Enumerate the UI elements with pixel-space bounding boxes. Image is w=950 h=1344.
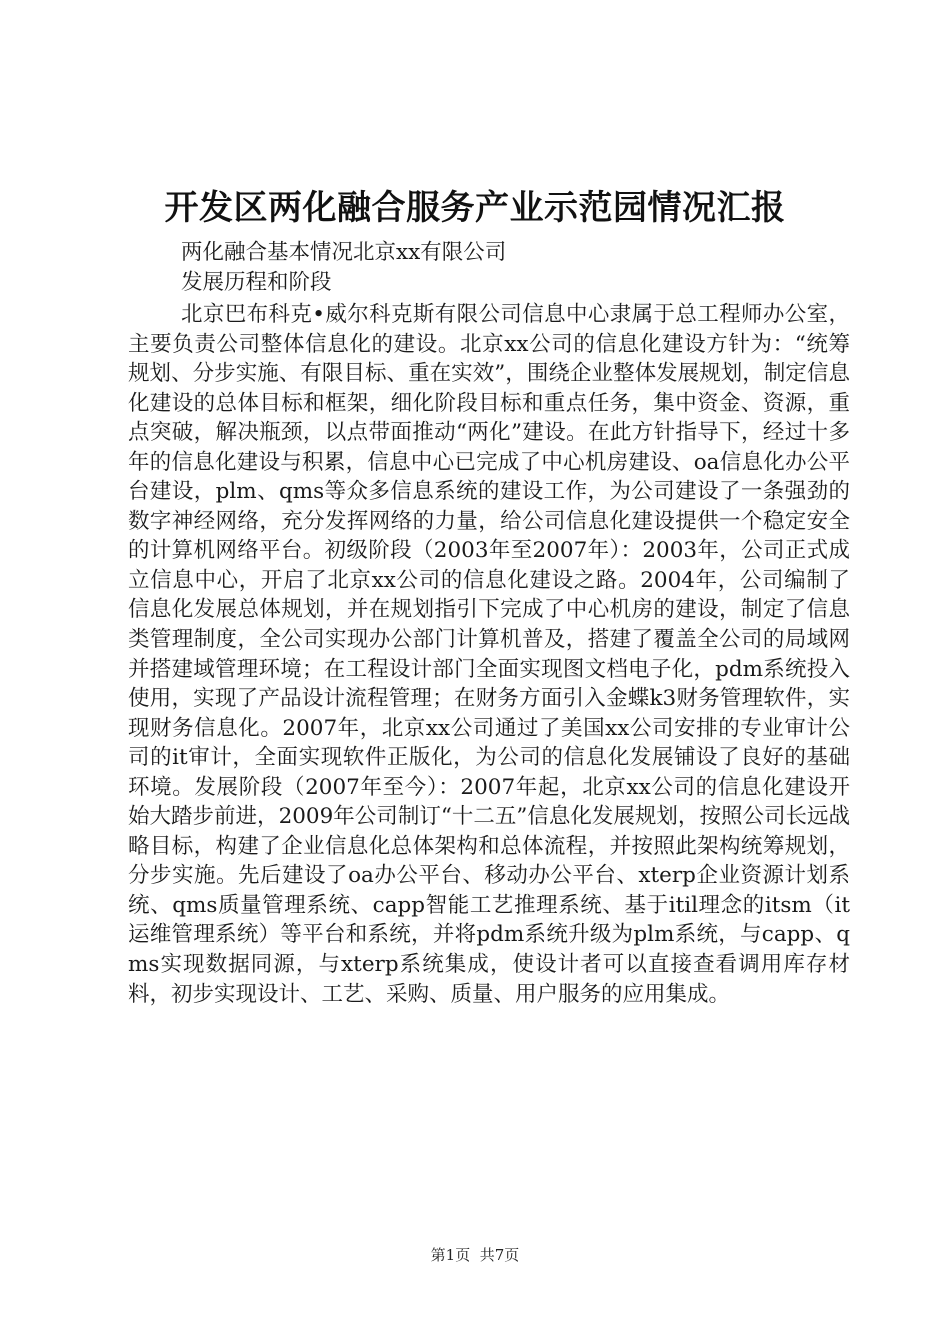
body-paragraph: 北京巴布科克•威尔科克斯有限公司信息中心隶属于总工程师办公室，主要负责公司整体信息化的建设。北京xx公司的信息化建设方针为：“统筹规划、分步实施、有限目标、重在实效”，围绕企业整体发展规划，制定信息化建设的总体目标和框架，细化阶段目标和重点任务，集中资金、资源，重点突破，解决瓶颈，以点带面推动“两化”建设。在此方针指导下，经过十多年的信息化建设与积累，信息中心已完成了中心机房建设、oa信息化办公平台建设，plm、qms等众多信息系统的建设工作，为公司建设了一条强劲的数字神经网络，充分发挥网络的力量，给公司信息化建设提供一个稳定安全的计算机网络平台。初级阶段（2003年至2007年）：2003年，公司正式成立信息中心，开启了北京xx公司的信息化建设之路。2004年，公司编制了信息化发展总体规划，并在规划指引下完成了中心机房的建设，制定了信息类管理制度，全公司实现办公部门计算机普及，搭建了覆盖全公司的局域网并搭建域管理环境；在工程设计部门全面实现图文档电子化，pdm系统投入使用，实现了产品设计流程管理；在财务方面引入金蝶k3财务管理软件，实现财务信息化。2007年，北京xx公司通过了美国xx公司安排的专业审计公司的it审计，全面实现软件正版化，为公司的信息化发展铺设了良好的基础环境。发展阶段（2007年至今）：2007年起，北京xx公司的信息化建设开始大踏步前进，2009年公司制订“十二五”信息化发展规划，按照公司长远战略目标，构建了企业信息化总体架构和总体流程，并按照此架构统筹规划，分步实施。先后建设了oa办公平台、移动办公平台、xterp企业资源计划系统、qms质量管理系统、capp智能工艺推理系统、基于itil理念的itsm（it运维管理系统）等平台和系统，并将pdm系统升级为plm系统，与capp、qms实现数据同源，与xterp系统集成，使设计者可以直接查看调用库存材料，初步实现设计、工艺、采购、质量、用户服务的应用集成。 [128, 302, 850, 1007]
page-number: 第1页 [430, 1246, 471, 1264]
page-footer [0, 1244, 950, 1266]
document-title: 开发区两化融合服务产业示范园情况汇报 [164, 188, 786, 228]
subheading-company: 两化融合基本情况北京xx有限公司 [181, 240, 507, 265]
subheading-history: 发展历程和阶段 [181, 270, 332, 295]
page-total: 共7页 [479, 1246, 520, 1264]
